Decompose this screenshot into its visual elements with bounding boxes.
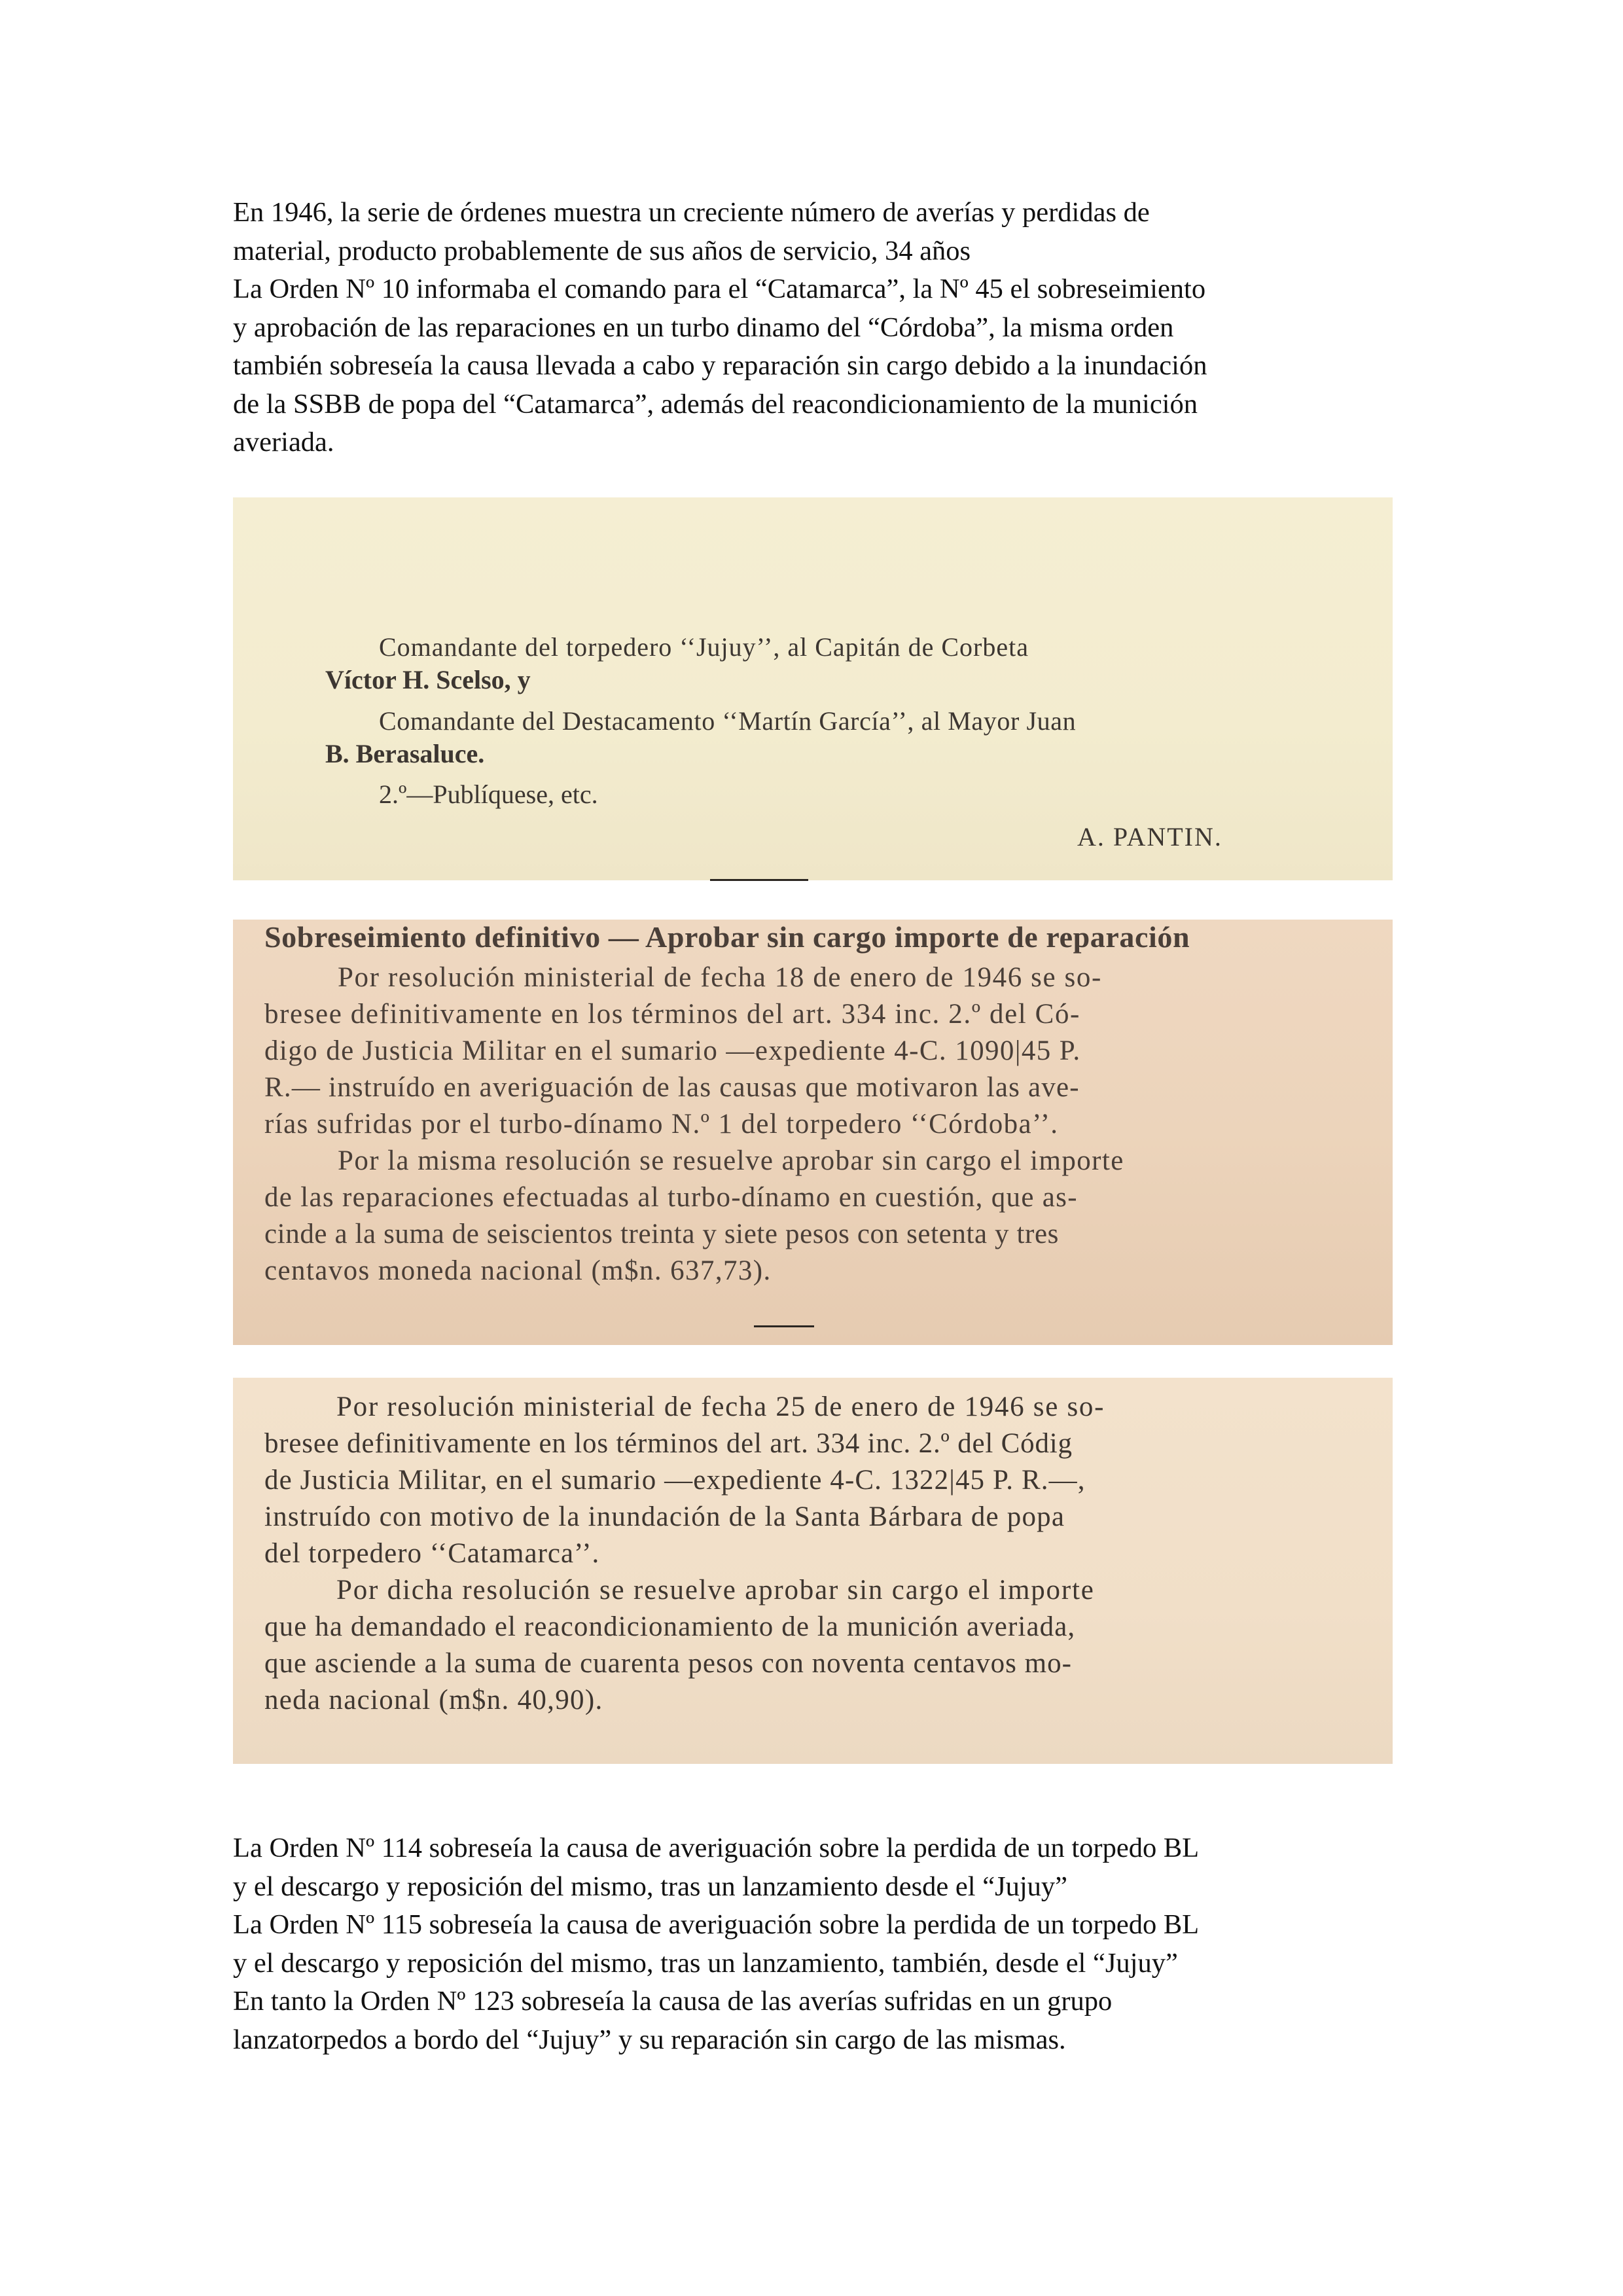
separator-rule xyxy=(710,879,808,881)
scanned-clipping-cordoba xyxy=(233,920,1393,1345)
clip2-line: centavos moneda nacional (m$n. 637,73). xyxy=(264,1255,772,1286)
clip2-line: Por resolución ministerial de fecha 18 de enero de 1946 se so- xyxy=(338,962,1102,993)
closing-paragraph xyxy=(233,1829,1393,2059)
closing-line: y el descargo y reposición del mismo, tras un lanzamiento desde el “Jujuy” xyxy=(233,1871,1068,1902)
closing-line: La Orden Nº 115 sobreseía la causa de averiguación sobre la perdida de un torpedo BL xyxy=(233,1909,1200,1940)
intro-line: material, producto probablemente de sus años de servicio, 34 años xyxy=(233,235,971,266)
clip3-line: de Justicia Militar, en el sumario —expediente 4-C. 1322|45 P. R.—, xyxy=(264,1465,1086,1496)
separator-rule xyxy=(754,1325,814,1327)
clip2-line: R.— instruído en averiguación de las causas que motivaron las ave- xyxy=(264,1072,1080,1103)
closing-line: lanzatorpedos a bordo del “Jujuy” y su reparación sin cargo de las mismas. xyxy=(233,2024,1066,2055)
clip3-line: neda nacional (m$n. 40,90). xyxy=(264,1685,603,1715)
clip1-line: B. Berasaluce. xyxy=(325,739,485,768)
clip2-line: de las reparaciones efectuadas al turbo-dínamo en cuestión, que as- xyxy=(264,1182,1078,1213)
clip3-line: que asciende a la suma de cuarenta pesos con noventa centavos mo- xyxy=(264,1648,1072,1679)
clip1-line: 2.º—Publíquese, etc. xyxy=(379,780,598,809)
intro-line: La Orden Nº 10 informaba el comando para el “Catamarca”, la Nº 45 el sobreseimiento xyxy=(233,274,1206,304)
intro-line: En 1946, la serie de órdenes muestra un creciente número de averías y perdidas de xyxy=(233,197,1150,228)
clip3-line: bresee definitivamente en los términos del art. 334 inc. 2.º del Códig xyxy=(264,1428,1073,1459)
clip2-line: cinde a la suma de seiscientos treinta y siete pesos con setenta y tres xyxy=(264,1219,1059,1249)
clip1-signature: A. PANTIN. xyxy=(1077,822,1222,852)
intro-line: y aprobación de las reparaciones en un turbo dinamo del “Córdoba”, la misma orden xyxy=(233,312,1174,343)
scanned-clipping-appointments xyxy=(233,497,1393,880)
closing-line: y el descargo y reposición del mismo, tras un lanzamiento, también, desde el “Jujuy” xyxy=(233,1947,1178,1979)
closing-line: En tanto la Orden Nº 123 sobreseía la causa de las averías sufridas en un grupo xyxy=(233,1986,1113,2017)
clip3-line: Por resolución ministerial de fecha 25 de enero de 1946 se so- xyxy=(336,1391,1105,1422)
clip3-line: Por dicha resolución se resuelve aprobar sin cargo el importe xyxy=(336,1575,1095,1605)
clip3-line: del torpedero ‘‘Catamarca’’. xyxy=(264,1538,600,1569)
clip2-heading: Sobreseimiento definitivo — Aprobar sin cargo importe de reparación xyxy=(264,920,1190,954)
intro-line: también sobreseía la causa llevada a cabo y reparación sin cargo debido a la inundación xyxy=(233,350,1207,381)
clip1-line: Comandante del Destacamento ‘‘Martín García’’, al Mayor Juan xyxy=(379,706,1077,736)
closing-line: La Orden Nº 114 sobreseía la causa de averiguación sobre la perdida de un torpedo BL xyxy=(233,1833,1200,1863)
intro-paragraph xyxy=(233,194,1393,462)
clip3-line: que ha demandado el reacondicionamiento de la munición averiada, xyxy=(264,1611,1076,1642)
clip3-line: instruído con motivo de la inundación de la Santa Bárbara de popa xyxy=(264,1501,1065,1532)
clip2-line: rías sufridas por el turbo-dínamo N.º 1 del torpedero ‘‘Córdoba’’. xyxy=(264,1109,1059,1139)
clip2-line: digo de Justicia Militar en el sumario —expediente 4-C. 1090|45 P. xyxy=(264,1035,1081,1066)
intro-line: averiada. xyxy=(233,427,334,457)
clip1-line: Víctor H. Scelso, y xyxy=(325,665,531,694)
scanned-clipping-catamarca xyxy=(233,1378,1393,1764)
intro-line: de la SSBB de popa del “Catamarca”, además del reacondicionamiento de la munición xyxy=(233,388,1198,420)
clip2-line: Por la misma resolución se resuelve aprobar sin cargo el importe xyxy=(338,1145,1124,1176)
clip1-line: Comandante del torpedero ‘‘Jujuy’’, al Capitán de Corbeta xyxy=(379,632,1029,662)
clip2-line: bresee definitivamente en los términos del art. 334 inc. 2.º del Có- xyxy=(264,999,1080,1030)
